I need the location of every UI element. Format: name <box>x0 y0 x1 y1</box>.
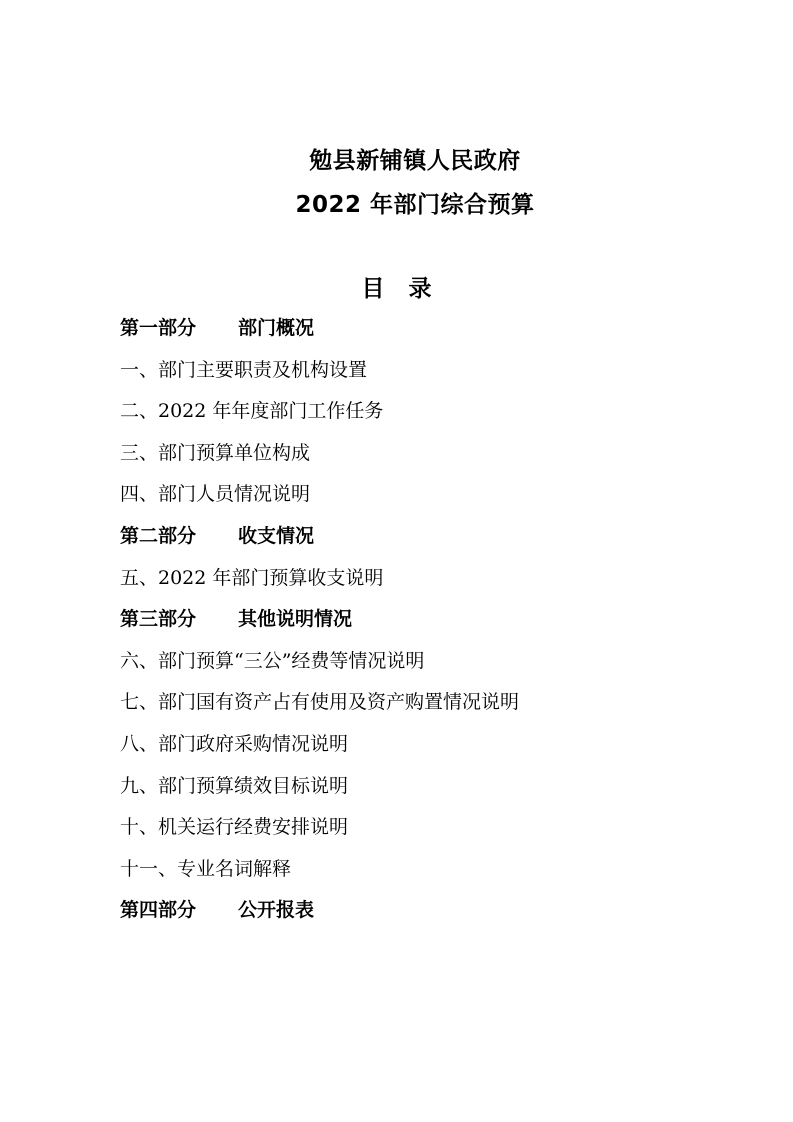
toc-part-title: 部门概况 <box>238 317 315 339</box>
toc-heading <box>0 270 793 303</box>
toc-part-number: 第二部分 <box>120 524 197 547</box>
toc-item-2[interactable]: 二、2022 年年度部门工作任务 <box>120 400 384 423</box>
toc-item-3[interactable]: 三、部门预算单位构成 <box>120 441 311 464</box>
toc-part-title: 公开报表 <box>238 899 315 922</box>
toc-item-10[interactable]: 十、机关运行经费安排说明 <box>120 816 349 839</box>
toc-part-3[interactable] <box>120 599 720 641</box>
table-of-contents <box>120 308 720 932</box>
toc-part-title: 其他说明情况 <box>238 608 353 631</box>
toc-item-7[interactable]: 七、部门国有资产占有使用及资产购置情况说明 <box>120 691 520 714</box>
toc-item-4[interactable]: 四、部门人员情况说明 <box>120 483 311 506</box>
toc-item-9[interactable]: 九、部门预算绩效目标说明 <box>120 774 349 797</box>
toc-part-4[interactable] <box>120 890 720 932</box>
toc-item-11[interactable]: 十一、专业名词解释 <box>120 857 292 880</box>
toc-part-number: 第三部分 <box>120 608 197 631</box>
toc-part-title: 收支情况 <box>238 524 315 547</box>
toc-part-1[interactable] <box>120 308 720 350</box>
toc-item-8[interactable]: 八、部门政府采购情况说明 <box>120 732 349 755</box>
toc-item-6[interactable]: 六、部门预算“三公”经费等情况说明 <box>120 649 425 672</box>
toc-part-number: 第一部分 <box>120 317 197 339</box>
toc-heading-char-2: 录 <box>408 275 432 302</box>
toc-part-number: 第四部分 <box>120 899 197 922</box>
toc-part-2[interactable] <box>120 516 720 558</box>
document-subtitle: 2022 年部门综合预算 <box>295 192 535 218</box>
toc-item-1[interactable]: 一、部门主要职责及机构设置 <box>120 358 368 381</box>
toc-heading-char-1: 目 <box>361 275 385 302</box>
document-title: 勉县新铺镇人民政府 <box>309 148 521 174</box>
toc-item-5[interactable]: 五、2022 年部门预算收支说明 <box>120 566 384 589</box>
